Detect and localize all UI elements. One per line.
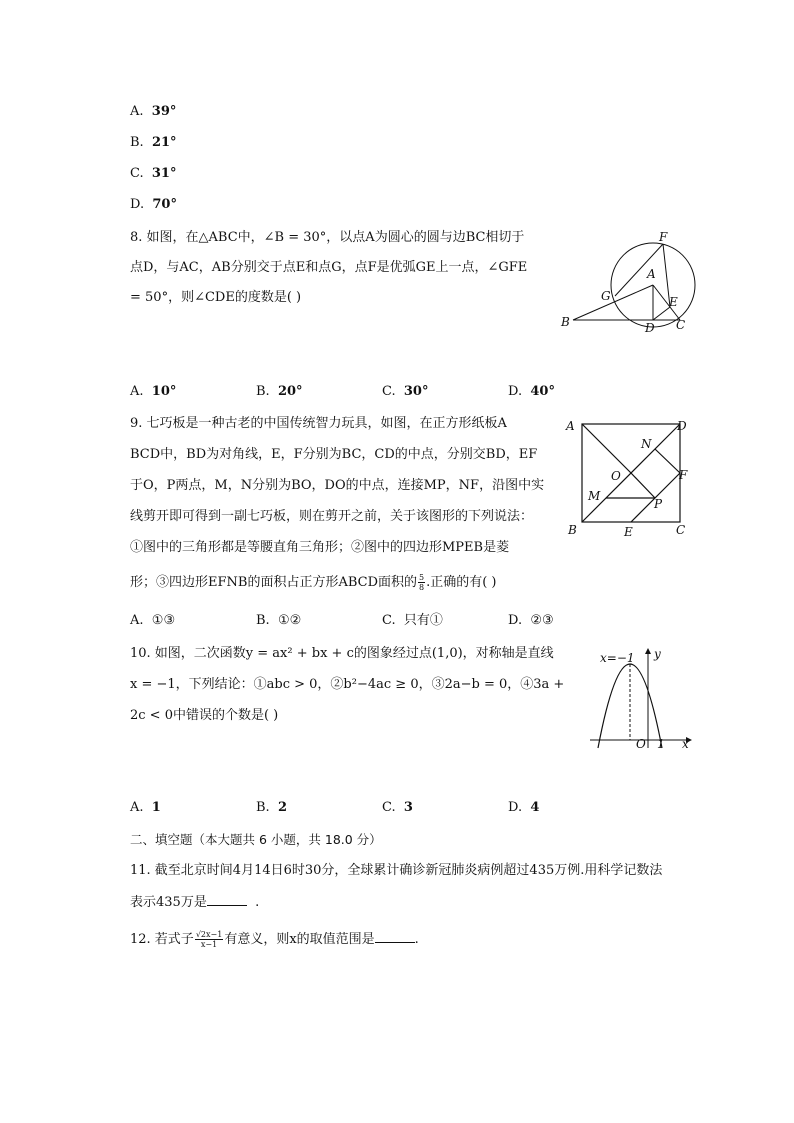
q9-stem-line-5: ①图中的三角形都是等腰直角三角形；②图中的四边形MPEB是菱 <box>130 540 510 555</box>
q8-label-f: F <box>659 230 668 244</box>
q9-option-c: C. 只有① <box>382 613 443 628</box>
q7-option-c: C. 31° <box>130 166 177 181</box>
q9-stem-line-4: 线剪开即可得到一副七巧板，则在剪开之前，关于该图形的下列说法： <box>130 509 534 524</box>
q9-stem-line-3: 于O，P两点，M，N分别为BO，DO的中点，连接MP，NF，沿图中实 <box>130 478 545 493</box>
q9-label-f: F <box>679 468 688 482</box>
q7-option-b: B. 21° <box>130 135 177 150</box>
q10-stem-line-1: 10. 如图，二次函数y = ax² + bx + c的图象经过点(1,0)，对称轴是直线 <box>130 646 554 661</box>
q10-stem-line-3: 2c < 0中错误的个数是( ) <box>130 708 279 723</box>
q8-option-a: A. 10° <box>130 384 177 399</box>
q12-answer-blank <box>375 928 415 943</box>
q9-figure <box>562 414 694 542</box>
q8-stem-line-3: = 50°，则∠CDE的度数是( ) <box>130 290 302 305</box>
q9-label-e: E <box>624 525 633 539</box>
q9-label-c: C <box>676 523 686 537</box>
q8-label-c: C <box>676 318 686 332</box>
q8-segment-de <box>653 307 670 320</box>
q8-option-b: B. 20° <box>256 384 303 399</box>
q7-option-a: A. 39° <box>130 104 177 119</box>
q11-answer-blank <box>207 891 247 906</box>
q9-option-a: A. ①③ <box>130 613 176 628</box>
q10-label-y: y <box>654 647 661 661</box>
q10-label-x: x <box>682 737 689 751</box>
q7-option-d: D. 70° <box>130 197 177 212</box>
q10-label-o: O <box>636 737 646 751</box>
q10-label-axis-eq: x=−1 <box>600 651 635 665</box>
q8-label-a: A <box>647 267 656 281</box>
q8-figure <box>555 228 705 340</box>
q8-stem-line-1: 8. 如图，在△ABC中，∠B = 30°，以点A为圆心的圆与边BC相切于 <box>130 230 525 245</box>
q9-option-b: B. ①② <box>256 613 302 628</box>
q8-label-e: E <box>669 295 678 309</box>
q10-option-d: D. 4 <box>508 800 540 815</box>
q9-stem-line-1: 9. 七巧板是一种古老的中国传统智力玩具，如图，在正方形纸板A <box>130 416 507 431</box>
q9-fraction: $\frac{5}{8}$ <box>419 573 425 592</box>
q9-label-b: B <box>568 523 577 537</box>
q9-segment-op <box>631 473 655 498</box>
q10-option-a: A. 1 <box>130 800 161 815</box>
q9-option-d: D. ②③ <box>508 613 554 628</box>
q11-stem-line-1: 11. 截至北京时间4月14日6时30分，全球累计确诊新冠肺炎病例超过435万例.用科学记数法 <box>130 863 663 878</box>
q8-label-d: D <box>645 321 655 335</box>
q8-stem-line-2: 点D，与AC，AB分别交于点E和点G，点F是优弧GE上一点，∠GFE <box>130 260 528 275</box>
q11-stem-line-2: 表示435万是 . <box>130 891 259 913</box>
q8-label-b: B <box>561 315 570 329</box>
q10-y-axis-arrow <box>645 648 651 654</box>
q9-label-p: P <box>654 497 663 511</box>
q12-stem: 12. 若式子 $\frac{√2x-1}{x-1}$ 有意义，则x的取值范围是 . <box>130 930 419 949</box>
q8-option-c: C. 30° <box>382 384 429 399</box>
q9-label-n: N <box>641 437 652 451</box>
q10-option-c: C. 3 <box>382 800 413 815</box>
q9-stem-line-2: BCD中，BD为对角线，E，F分别为BC，CD的中点，分别交BD，EF <box>130 447 538 462</box>
q8-label-g: G <box>601 289 611 303</box>
section-2-title: 二、填空题（本大题共 6 小题，共 18.0 分） <box>130 832 382 847</box>
q10-stem-line-2: x = −1，下列结论：①abc > 0，②b²−4ac ≥ 0，③2a−b = 0，④3a + <box>130 677 565 692</box>
q8-segment-ba <box>573 285 653 320</box>
q12-fraction: $\frac{√2x-1}{x-1}$ <box>195 930 223 949</box>
q9-stem-line-6: 形；③四边形EFNB的面积占正方形ABCD面积的 $\frac{5}{8}$ .正确的有( ) <box>130 573 497 592</box>
q9-label-o: O <box>611 469 621 483</box>
q10-figure <box>586 644 696 752</box>
q9-segment-nf <box>655 449 680 473</box>
q8-option-d: D. 40° <box>508 384 555 399</box>
q10-option-b: B. 2 <box>256 800 287 815</box>
q9-label-d: D <box>677 419 687 433</box>
q9-label-a: A <box>566 419 575 433</box>
q9-segment-ao <box>582 424 631 473</box>
q9-label-m: M <box>588 489 601 503</box>
q10-label-one: 1 <box>657 737 665 751</box>
